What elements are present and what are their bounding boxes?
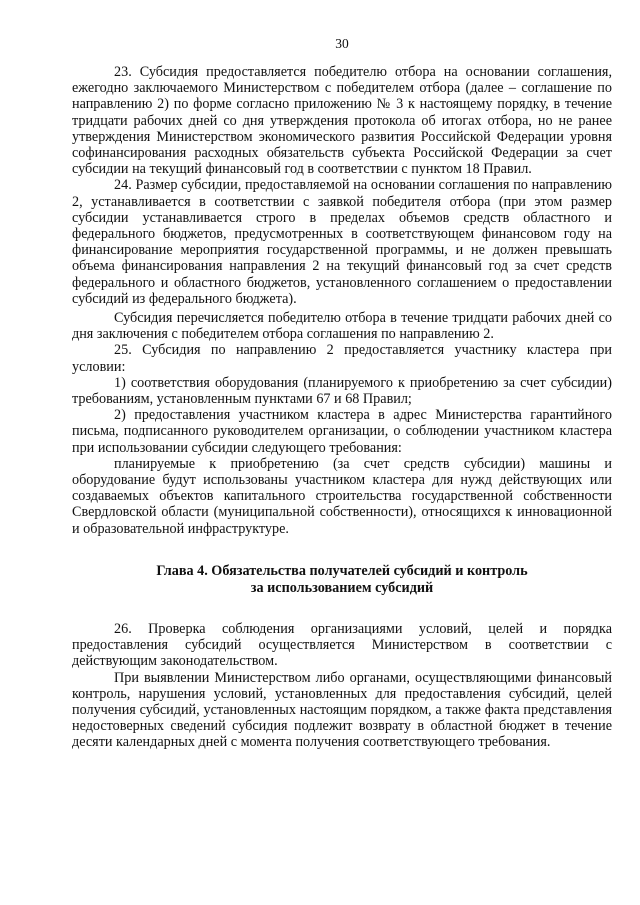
paragraph-24: 24. Размер субсидии, предоставляемой на основании соглашения по направлению 2, устанавливается в соответствии с заявкой победителя отбора (при этом размер субсидии устанавливается строго в пределах объемов средств областного и федерального бюджетов, предусмотренных в соответствующем финансовом году на финансирование мероприятия государственной программы, и не должен превышать объема финансирования направления 2 на текущий финансовый год за счет средств федерального и областного бюджетов, установленного соглашением о предоставлении субсидий из федерального бюджета). <box>72 177 612 307</box>
condition-1: 1) соответствия оборудования (планируемого к приобретению за счет субсидии) требованиям, установленным пунктами 67 и 68 Правил; <box>72 374 612 408</box>
page-number: 30 <box>335 36 349 51</box>
paragraph-23: 23. Субсидия предоставляется победителю отбора на основании соглашения, ежегодно заключаемого Министерством с победителем отбора (далее – соглашение по направлению 2) по форме согласно приложению № 3 к настоящему порядку, в течение тридцати рабочих дней со дня утверждения протокола об итогах отбора, но не ранее утверждения Министерством экономического развития Российской Федерации уровня софинансирования расходных обязательств субъекта Российской Федерации за счет субсидии на текущий финансовый год в соответствии с пунктом 18 Правил. <box>72 64 612 178</box>
document-page <box>72 36 612 751</box>
requirement-text: планируемые к приобретению (за счет средств субсидии) машины и оборудование будут использованы участником кластера для нужд действующих или создаваемых объектов капитального строительства государственной собственности Свердловской области (муниципальной собственности), относящихся к инновационной и образовательной инфраструктуре. <box>72 455 612 537</box>
chapter-heading-line-1: Глава 4. Обязательства получателей субсидий и контроль <box>156 562 528 579</box>
paragraph-25: 25. Субсидия по направлению 2 предоставляется участнику кластера при условии: <box>72 342 612 375</box>
condition-2: 2) предоставления участником кластера в адрес Министерства гарантийного письма, подписанного руководителем организации, о соблюдении участником кластера при использовании субсидии следующего требования: <box>72 407 612 456</box>
paragraph-violations: При выявлении Министерством либо органами, осуществляющими финансовый контроль, нарушения условий, установленных для предоставления субсидий, целей получения субсидий, установленных настоящим порядком, а также факта представления недостоверных сведений субсидия подлежит возврату в областной бюджет в течение десяти календарных дней с момента получения соответствующего требования. <box>72 669 612 751</box>
chapter-heading-line-2: за использованием субсидий <box>250 579 434 596</box>
paragraph-subsidy-transfer: Субсидия перечисляется победителю отбора в течение тридцати рабочих дней со дня заключения с победителем отбора соглашения по направлению 2. <box>72 310 612 343</box>
chapter-4-heading <box>72 563 612 597</box>
paragraph-26: 26. Проверка соблюдения организациями условий, целей и порядка предоставления субсидий осуществляется Министерством в соответствии с действующим законодательством. <box>72 620 612 670</box>
